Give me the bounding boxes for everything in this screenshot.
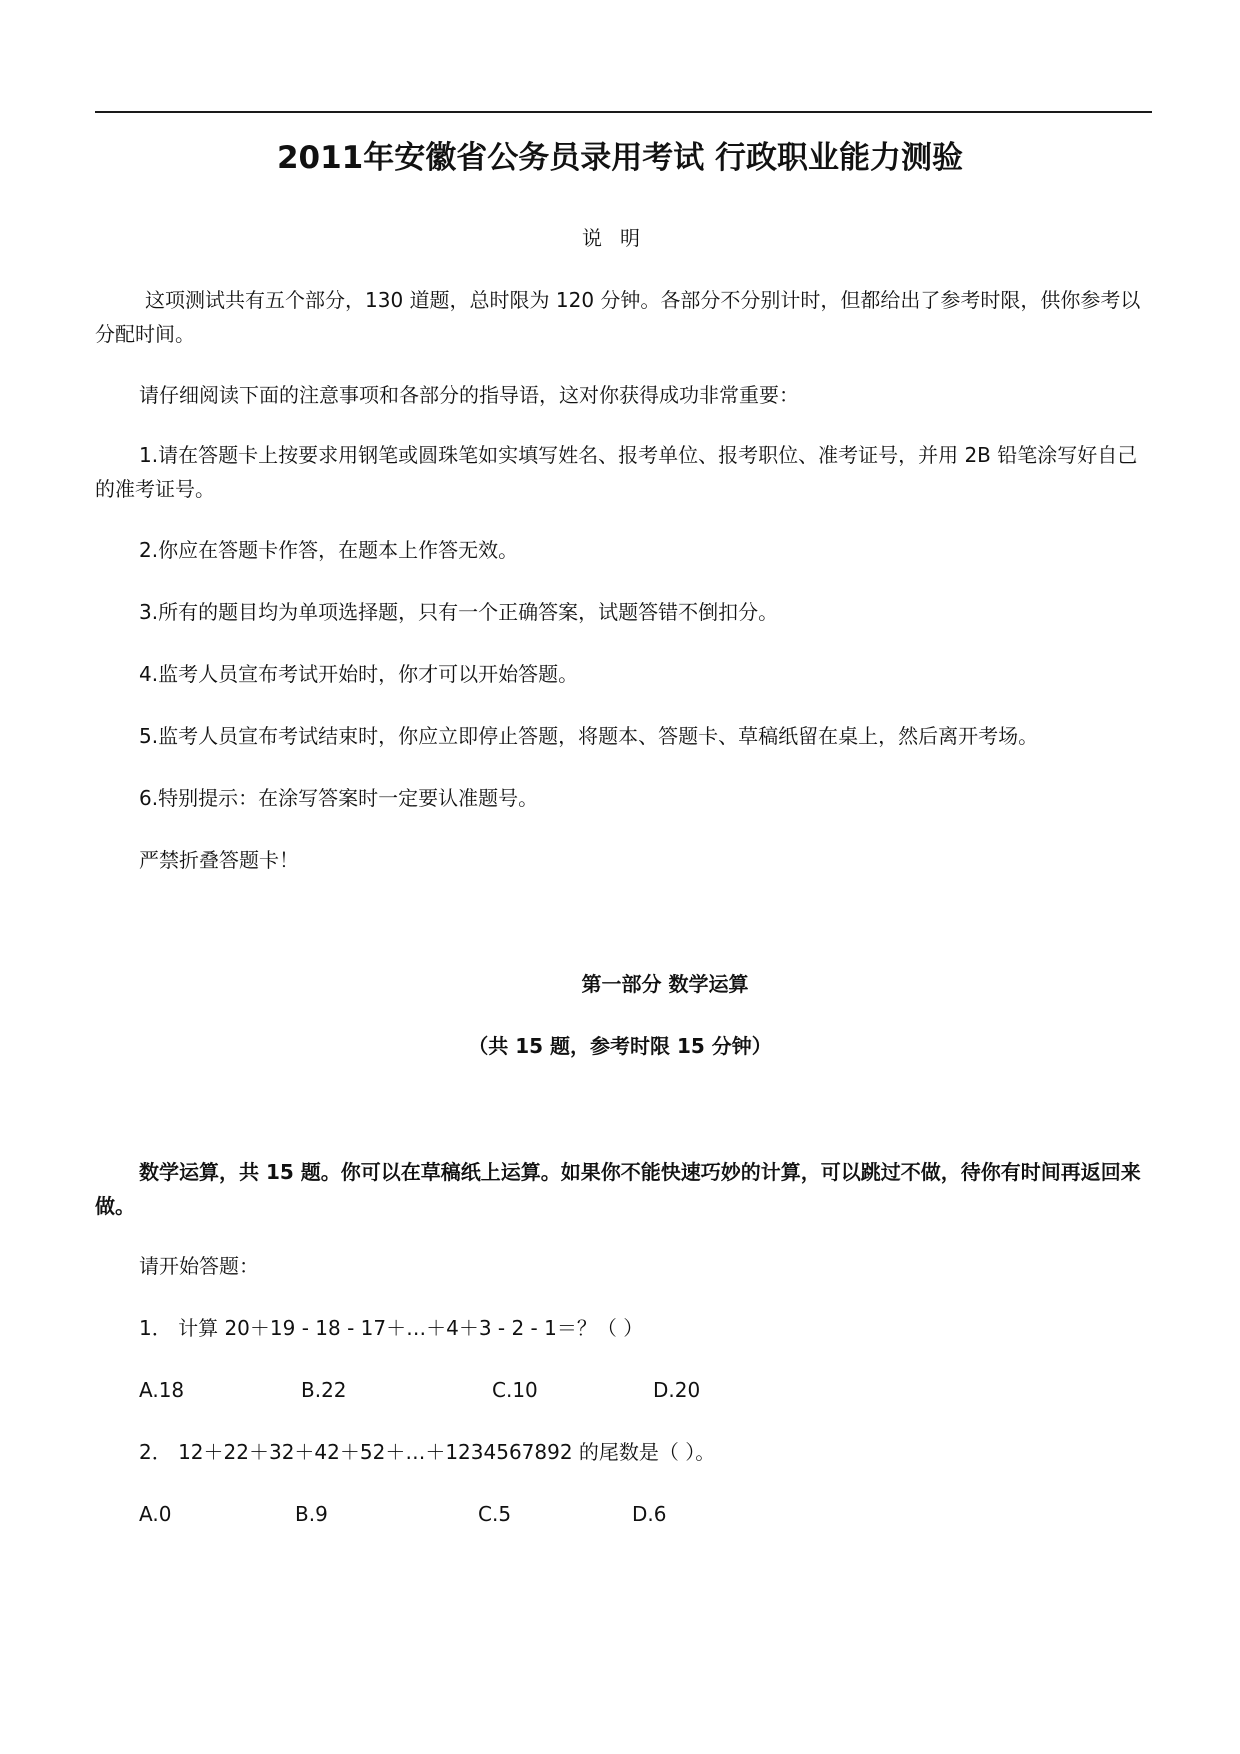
warning-text: 严禁折叠答题卡！ <box>139 848 299 872</box>
instruction-lead-text: 请仔细阅读下面的注意事项和各部分的指导语，这对你获得成功非常重要： <box>139 383 799 407</box>
option-c: C.5 <box>478 1502 512 1526</box>
document-title: 2011年安徽省公务员录用考试 行政职业能力测验 <box>276 140 964 176</box>
rule-item <box>95 719 1157 753</box>
question-item <box>95 1435 1157 1469</box>
rule-text: 2.你应在答题卡作答，在题本上作答无效。 <box>139 538 519 562</box>
start-prompt-text: 请开始答题： <box>139 1254 259 1278</box>
part-title: 第一部分 数学运算 <box>581 972 749 996</box>
part-note: （共 15 题，参考时限 15 分钟） <box>468 1034 772 1058</box>
question-item <box>95 1311 1157 1345</box>
option-a: A.18 <box>139 1378 185 1402</box>
warning-line <box>95 843 1157 877</box>
question-text: 2． 12＋22＋32＋42＋52＋…＋1234567892 的尾数是（ ）。 <box>139 1440 716 1464</box>
rule-text: 6.特别提示：在涂写答案时一定要认准题号。 <box>139 786 539 810</box>
header-rule <box>95 111 1152 113</box>
start-prompt <box>95 1249 1157 1283</box>
rule-item <box>95 533 1157 567</box>
rule-item <box>95 657 1157 691</box>
rule-text: 4.监考人员宣布考试开始时，你才可以开始答题。 <box>139 662 579 686</box>
option-d: D.20 <box>653 1378 701 1402</box>
rule-item <box>95 781 1157 815</box>
rule-text: 3.所有的题目均为单项选择题，只有一个正确答案，试题答错不倒扣分。 <box>139 600 779 624</box>
intro-paragraph <box>95 283 1157 351</box>
rule-text: 5.监考人员宣布考试结束时，你应立即停止答题，将题本、答题卡、草稿纸留在桌上，然后离开考场。 <box>139 724 1039 748</box>
rule-item <box>95 595 1157 629</box>
question-text: 1． 计算 20＋19 - 18 - 17＋…＋4＋3 - 2 - 1＝？（ ） <box>139 1316 644 1340</box>
option-b: B.22 <box>301 1378 347 1402</box>
option-d: D.6 <box>632 1502 667 1526</box>
part-instruction <box>95 1155 1157 1223</box>
instruction-lead <box>95 378 1157 412</box>
option-b: B.9 <box>295 1502 328 1526</box>
section-subtitle: 说明 <box>582 226 658 250</box>
intro-text: 这项测试共有五个部分，130 道题，总时限为 120 分钟。各部分不分别计时，但都给出了参考时限，供你参考以分配时间。 <box>95 288 1141 346</box>
part-instruction-text: 数学运算，共 15 题。你可以在草稿纸上运算。如果你不能快速巧妙的计算，可以跳过不做，待你有时间再返回来做。 <box>95 1160 1141 1218</box>
option-a: A.0 <box>139 1502 172 1526</box>
rule-item <box>95 438 1157 506</box>
option-c: C.10 <box>492 1378 538 1402</box>
rule-text: 1.请在答题卡上按要求用钢笔或圆珠笔如实填写姓名、报考单位、报考职位、准考证号，并用 2B 铅笔涂写好自己的准考证号。 <box>95 443 1138 501</box>
